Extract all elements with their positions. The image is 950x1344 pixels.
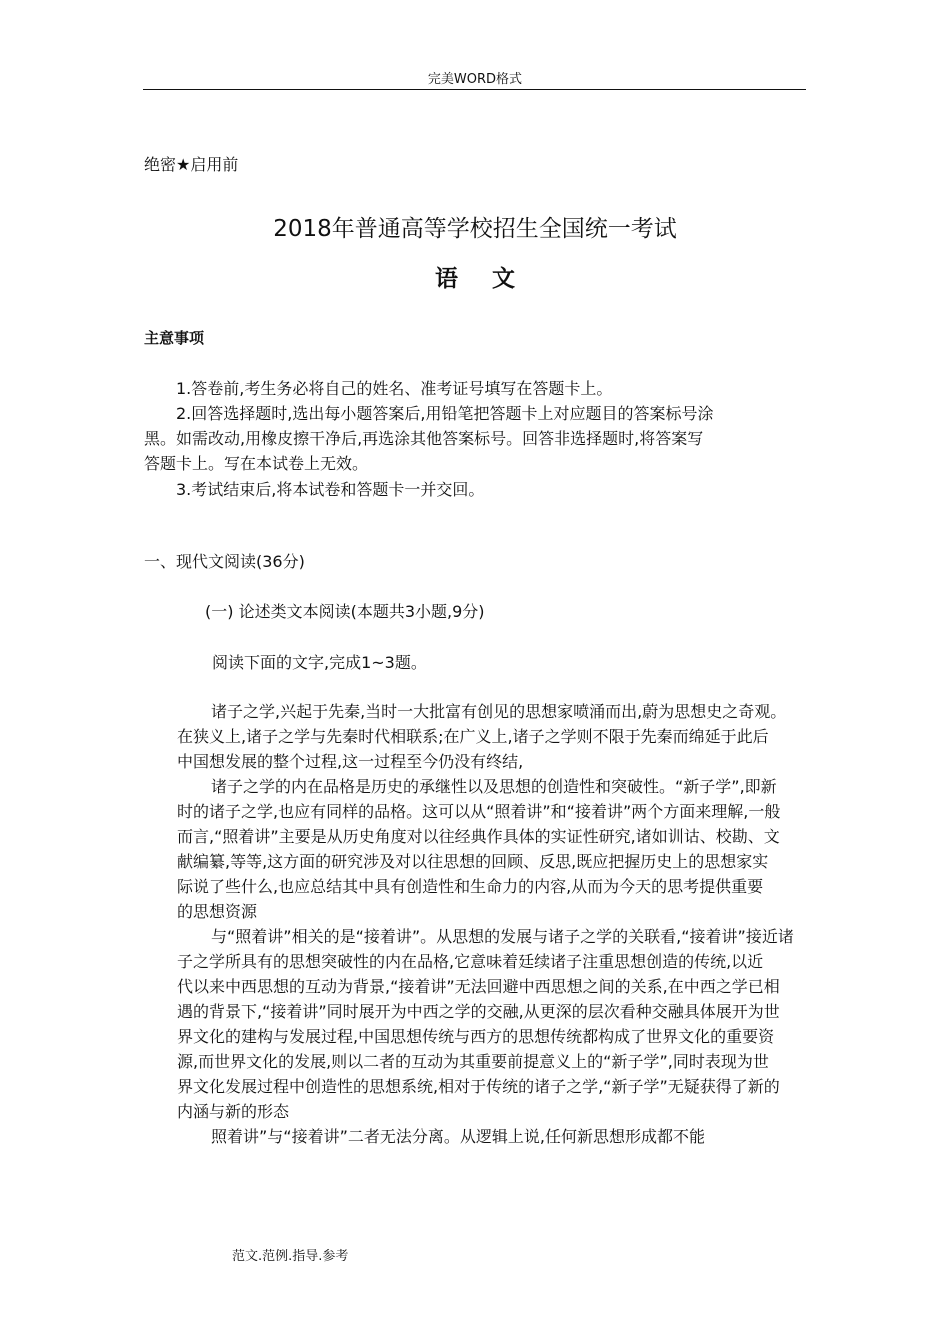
page-header: 完美WORD格式 (427, 72, 523, 87)
passage-line: 与“照着讲”相关的是“接着讲”。从思想的发展与诸子之学的关联看,“接着讲”接近诸 (211, 927, 794, 946)
passage-line: 界文化的建构与发展过程,中国思想传统与西方的思想传统都构成了世界文化的重要资 (177, 1027, 775, 1046)
subject-title: 语文 (435, 266, 549, 292)
section-heading: 一、现代文阅读(36分) (144, 552, 305, 571)
notice-line: 1.答卷前,考生务必将自己的姓名、准考证号填写在答题卡上。 (176, 379, 613, 398)
passage-line: 遇的背景下,“接着讲”同时展开为中西之学的交融,从更深的层次看种交融具体展开为世 (177, 1002, 780, 1021)
notice-heading: 主意事项 (144, 329, 205, 347)
notice-line: 答题卡上。写在本试卷上无效。 (144, 454, 369, 473)
passage-line: 界文化发展过程中创造性的思想系统,相对于传统的诸子之学,“新子学”无疑获得了新的 (177, 1077, 780, 1096)
passage-line: 诸子之学,兴起于先秦,当时一大批富有创见的思想家喷涌而出,蔚为思想史之奇观。 (211, 702, 787, 721)
passage-line: 内涵与新的形态 (177, 1102, 290, 1121)
passage-line: 际说了些什么,也应总结其中具有创造性和生命力的内容,从而为今天的思考提供重要 (177, 877, 764, 896)
passage-line: 照着讲”与“接着讲”二者无法分离。从逻辑上说,任何新思想形成都不能 (211, 1127, 705, 1146)
passage-line: 代以来中西思想的互动为背景,“接着讲”无法回避中西思想之间的关系,在中西之学已相 (177, 977, 780, 996)
passage-line: 子之学所具有的思想突破性的内在品格,它意味着廷续诸子注重思想创造的传统,以近 (177, 952, 764, 971)
passage-line: 在狭义上,诸子之学与先秦时代相联系;在广义上,诸子之学则不限于先秦而绵延于此后 (177, 727, 769, 746)
page-footer: 范文.范例.指导.参考 (232, 1249, 349, 1264)
reading-instruction: 阅读下面的文字,完成1~3题。 (212, 653, 427, 672)
notice-line: 2.回答选择题时,选出每小题答案后,用铅笔把答题卡上对应题目的答案标号涂 (176, 404, 714, 423)
passage-line: 源,而世界文化的发展,则以二者的互动为其重要前提意义上的“新子学”,同时表现为世 (177, 1052, 769, 1071)
notice-line: 3.考试结束后,将本试卷和答题卡一并交回。 (176, 480, 485, 499)
passage-line: 时的诸子之学,也应有同样的品格。这可以从“照着讲”和“接着讲”两个方面来理解,一般 (177, 802, 781, 821)
passage-line: 中国想发展的整个过程,这一过程至今仍没有终结, (177, 752, 524, 771)
passage-line: 而言,“照着讲”主要是从历史角度对以往经典作具体的实证性研究,诸如训诂、校勘、文 (177, 827, 780, 846)
notice-line: 黑。如需改动,用橡皮擦干净后,再选涂其他答案标号。回答非选择题时,将答案写 (144, 429, 704, 448)
header-divider (143, 89, 806, 90)
passage-line: 的思想资源 (177, 902, 258, 921)
subsection-heading: (一) 论述类文本阅读(本题共3小题,9分) (205, 602, 485, 621)
passage-line: 诸子之学的内在品格是历史的承继性以及思想的创造性和突破性。“新子学”,即新 (211, 777, 777, 796)
passage-line: 献编纂,等等,这方面的研究涉及对以往思想的回顾、反思,既应把握历史上的思想家实 (177, 852, 769, 871)
secret-label: 绝密★启用前 (144, 155, 239, 174)
exam-title: 2018年普通高等学校招生全国统一考试 (273, 216, 677, 242)
